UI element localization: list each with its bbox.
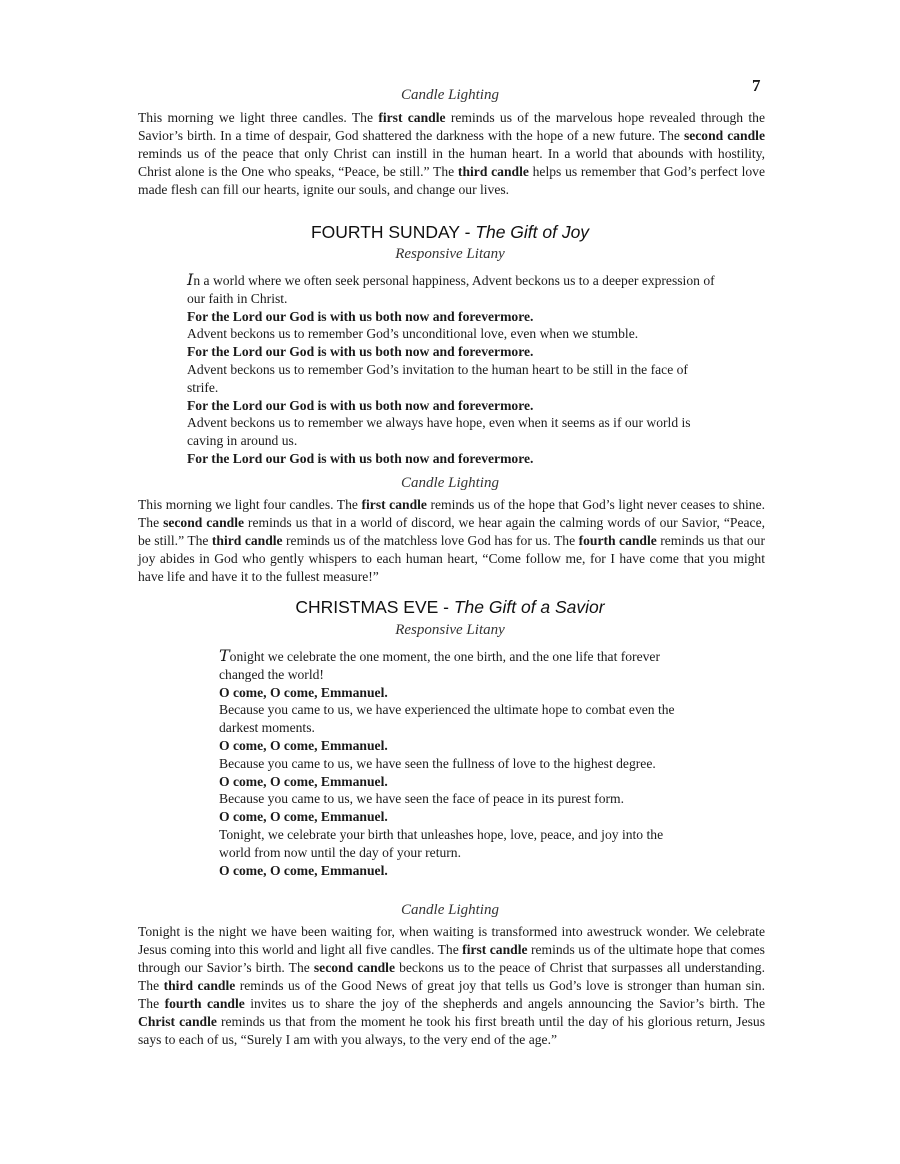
litany-response: For the Lord our God is with us both now and forevermore. [187, 308, 534, 324]
litany-line: Advent beckons us to remember we always have hope, even when it seems as if our world is caving in around us. [187, 415, 691, 449]
christmas-eve-title-italic: The Gift of a Savior [453, 597, 605, 617]
christmas-eve-litany-heading: Responsive Litany [395, 622, 505, 638]
candle-name: third candle [163, 978, 236, 993]
candle-lighting-heading-3: Candle Lighting [401, 902, 499, 918]
page-number: 7 [752, 76, 761, 95]
litany-line: Tonight, we celebrate your birth that unleashes hope, love, peace, and joy into the world from now until the day of your return. [219, 826, 664, 860]
fourth-sunday-title-italic: The Gift of Joy [475, 222, 590, 242]
litany-line: In a world where we often seek personal happiness, Advent beckons us to a deeper expression of our faith in Christ. [187, 270, 715, 306]
candle-lighting-paragraph-1: This morning we light three candles. The first candle reminds us of the marvelous hope revealed through the Savior’s birth. In a time of despair, God shattered the darkness with the hope of a new future. The second candle reminds us of the peace that only Christ can instill in the human heart. In a world that abounds with hostility, Christ alone is the One who speaks, “Peace, be still.” The third candle helps us remember that God’s perfect love made flesh can fill our hearts, ignite our souls, and change our lives. [138, 110, 765, 197]
candle-name: third candle [457, 164, 529, 179]
fourth-sunday-title-main: FOURTH SUNDAY - [310, 222, 476, 242]
fourth-sunday-title [0, 222, 900, 243]
candle-lighting-heading-1: Candle Lighting [401, 87, 499, 103]
candle-name: second candle [163, 515, 245, 530]
candle-name: third candle [211, 533, 283, 548]
fourth-sunday-litany [187, 271, 717, 468]
candle-name: first candle [462, 942, 528, 957]
litany-response: O come, O come, Emmanuel. [219, 737, 388, 753]
litany-response: O come, O come, Emmanuel. [219, 684, 388, 700]
candle-lighting-paragraph-3: Tonight is the night we have been waiting for, when waiting is transformed into awestruck wonder. We celebrate Jesus coming into this world and light all five candles. The first candle reminds us of the ultimate hope that comes through our Savior’s birth. The second candle beckons us to the peace of Christ that surpasses all understanding. The third candle reminds us of the Good News of great joy that tells us God’s love is stronger than human sin. The fourth candle invites us to share the joy of the shepherds and angels announcing the Savior’s birth. The Christ candle reminds us that from the moment he took his first breath until the day of his glorious return, Jesus says to each of us, “Surely I am with you always, to the very end of the age.” [138, 924, 765, 1047]
litany-line: Tonight we celebrate the one moment, the one birth, and the one life that forever changed the world! [219, 646, 660, 682]
litany-line: Advent beckons us to remember God’s unconditional love, even when we stumble. [187, 326, 639, 342]
candle-name: first candle [378, 110, 446, 125]
litany-response: O come, O come, Emmanuel. [219, 862, 388, 878]
christmas-eve-litany [219, 647, 694, 879]
litany-line: Advent beckons us to remember God’s invitation to the human heart to be still in the face of strife. [187, 361, 688, 395]
litany-line: Because you came to us, we have seen the fullness of love to the highest degree. [219, 755, 656, 771]
candle-name: first candle [361, 497, 427, 512]
litany-line: Because you came to us, we have seen the face of peace in its purest form. [219, 791, 625, 807]
candle-name: fourth candle [578, 533, 657, 548]
drop-cap: T [219, 646, 230, 665]
candle-name: Christ candle [138, 1014, 217, 1029]
christmas-eve-title [0, 597, 900, 618]
candle-lighting-paragraph-2: This morning we light four candles. The first candle reminds us of the hope that God’s light never ceases to shine. The second candle reminds us that in a world of discord, we hear again the calming words of our Savior, “Peace, be still.” The third candle reminds us of the matchless love God has for us. The fourth candle reminds us that our joy abides in God who gently whispers to each human heart, “Come follow me, for I have come that you might have life and have it to the fullest measure!” [138, 497, 766, 584]
litany-line: Because you came to us, we have experienced the ultimate hope to combat even the darkest moments. [219, 702, 675, 736]
candle-name: fourth candle [164, 996, 245, 1011]
litany-response: For the Lord our God is with us both now and forevermore. [187, 344, 534, 360]
candle-name: second candle [683, 128, 765, 143]
drop-cap: I [187, 270, 194, 289]
litany-response: For the Lord our God is with us both now and forevermore. [187, 397, 534, 413]
litany-response: O come, O come, Emmanuel. [219, 809, 388, 825]
candle-lighting-heading-2: Candle Lighting [401, 475, 499, 491]
litany-response: O come, O come, Emmanuel. [219, 773, 388, 789]
litany-response: For the Lord our God is with us both now and forevermore. [187, 450, 534, 466]
fourth-sunday-litany-heading: Responsive Litany [395, 246, 505, 262]
christmas-eve-title-main: CHRISTMAS EVE - [295, 597, 454, 617]
candle-name: second candle [313, 960, 395, 975]
